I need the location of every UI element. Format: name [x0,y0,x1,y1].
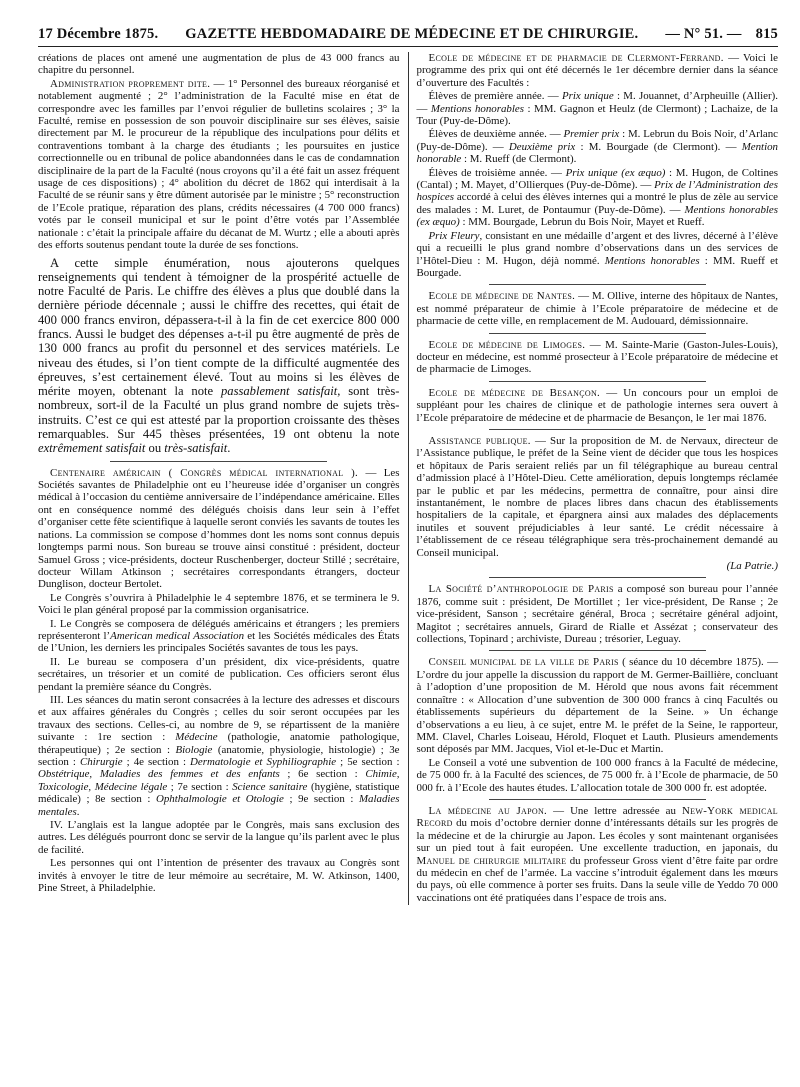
paragraph-text: : M. Rueff (de Clermont). [461,153,577,166]
paragraph [38,256,400,456]
paragraph [417,339,779,376]
emphasis: Prix Fleury [428,229,480,242]
paragraph [417,805,779,904]
paragraph [417,128,779,165]
paragraph-text: du professeur Gross vient d’être faite par ordre du médecin en chef de l’armée. La vaccine s’introduit également dans les mœurs du pays, où elle commence à porter ses fruits. Dans la seule ville de Yeddo 70 000 vaccinations ont été pratiquées dans l’espace de trois ans. [416,854,778,904]
emphasis: Obstétrique, Maladies des femmes et des enfants [38,768,280,781]
emphasis: Chimie, Toxicologie, Médecine légale [38,768,400,793]
right-column [408,52,779,905]
section-heading: La médecine au Japon. [428,804,548,817]
emphasis: Maladies mentales [38,793,400,818]
paragraph-text: — Voici le programme des prix qui ont été décernés le 1er décembre dernier dans la séance d’ouverture des Facultés : [416,52,779,89]
paragraph-text: — M. Ollive, interne des hôpitaux de Nantes, est nommé préparateur de chimie à l’Ecole préparatoire de médecine et de pharmacie de cette ville, en remplacement de M. Audouard, démissionnaire. [416,290,778,328]
paragraph [417,52,779,89]
paragraph [417,90,779,127]
source-attribution: (La Patrie.) [726,560,778,573]
paragraph-text: , sont très-nombreux, sort-il de la Faculté un plus grand nombre de sujets très-instruits. C’est ce qui est attesté par la proportion croissante des thèses remarquables. Sur 445 thèses présentées, 19 ont obtenu la note [38,384,400,442]
paragraph-text: : M. Lebrun du Bois Noir, d’Arlanc (Puy-de-Dôme). — [416,128,778,153]
section-heading: La Société d’anthropologie de Paris [428,583,614,596]
section-heading: Conseil municipal de la ville de Paris [428,656,619,669]
paragraph [38,78,400,252]
paragraph-text: — Un concours pour un emploi de suppléant pour les chaires de clinique et de pathologie internes sera ouvert à l’Ecole préparatoire de médecine et de pharmacie de Besançon, le 1er mai 1876. [416,386,778,424]
emphasis: Science sanitaire [232,780,308,793]
divider [489,799,706,800]
paragraph-text: : M. Bourgade (de Clermont). — [575,140,742,153]
divider [489,284,706,285]
journal-name: New-York medical Record [416,804,778,830]
divider [110,461,327,462]
emphasis: Dermatologie et Syphiliographie [190,756,337,768]
paragraph-text: , consistant en une médaille d’argent et des livres, décerné à l’élève qui a recueilli le plus grand nombre d’observations dans un des services de l’Hôtel-Dieu : M. Hugon, déjà nommé. [416,229,778,267]
paragraph-text: — Une lettre adressée au [547,804,682,817]
paragraph-text: ; 9e section : [283,793,359,806]
emphasis: Prix unique [561,90,614,103]
header-page-number: 815 [755,26,778,42]
paragraph-text: ; 4e section : [122,756,191,768]
paragraph-text: ( séance du 10 décembre 1875). — L’ordre du jour appelle la discussion du rapport de M. Germer-Baillière, concluant à l’adoption d’une proposition de M. Hérold que nous avons fait récemment connaître : « Allocation d’une subvention de 300 000 francs à cinq Facultés ou établissements supérieurs du département de la Seine. » Un échange d’observations a eu lieu, à ce sujet, entre M. le préfet de la Seine, le rapporteur, MM. Clavel, Charles Loiseau, Hérold, Floquet et Lauth. Plusieurs amendements sont déposés par MM. Jacques, Viol et-le-Duc et Martin. [416,656,778,756]
paragraph: Le Congrès s’ouvrira à Philadelphie le 4 septembre 1876, et se terminera le 9. Voici le plan général proposé par la commission organisatrice. [38,591,400,617]
paragraph-text: a composé son bureau pour l’année 1876, comme suit : président, De Mortillet ; 1er vice-président, De Ranse ; 2e vice-président, Sanson ; secrétaire général, Broca ; secrétaire général adjoint, Magitot ; secrétaires annuels, Girard de Rialle et Assézat ; conservateur des collections, Topinard ; archiviste, Dureau ; trésorier, Leguay. [416,583,779,646]
book-title: Manuel de chirurgie militaire [416,854,567,867]
paragraph-text: . [76,805,80,818]
paragraph-text: A cette simple énumération, nous ajouterons quelques renseignements qui tendent à témoigner de la prospérité actuelle de notre Faculté de Paris. Le chiffre des élèves a plus que doublé dans la dernière période décennale ; aussi le chiffre des recettes, qui était de 400 000 francs environ, dépassera-t-il à la fin de cet exercice 800 000 francs. Aussi le budget des dépenses a-t-il pu être augmenté de près de 130 000 francs au profit du personnel et des services matériels. Le niveau des études, si l’on tient compte de la difficulté augmentée des épreuves, s’est certainement élevé. Tout au moins si les élèves de mérite moyen, obtenant la note [38,255,400,399]
emphasis: Premier prix [563,128,620,141]
paragraph-text: — M. Sainte-Marie (Gaston-Jules-Louis), docteur en médecine, est nommé prosecteur à l’Ecole préparatoire de médecine et de pharmacie de Limoges. [416,338,778,376]
emphasis: American medical Association [110,629,245,642]
paragraph-text: — 1° Personnel des bureaux réorganisé et notablement augmenté ; 2° l’administration de la Faculté mise en état de correspondre avec les familles par l’envoi régulier de bulletins scolaires ; 3° la Faculté, remise en possession de son pouvoir disciplinaire sur ses élèves, saisie directement par M. le procureur de la république des inculpations pour délits et contraventions tombant à la charge des étudiants ; les poursuites en justice correctionnelle ou en tribunal de police abandonnées dans le cas de condamnation disciplinaire de la part de la Faculté (nous croyons qu’il a été fait un assez fréquent usage de ces dispositions) ; 4° abolition du décret de 1862 qui interdisait à la Faculté de se réunir sans y être dûment autorisée par le ministre ; 5° reconstruction de l’Ecole pratique, réparation des plans, crédits nécessaires (4 700 000 francs) votés par le conseil municipal et sur le point d’être votés par l’Assemblée nationale : c’était la principale affaire du décanat de M. Wurtz ; elle a abouti après des efforts soutenus pendant toute la durée de ses fonctions. [38,77,400,252]
paragraph-text: ; 6e section : [279,768,366,781]
paragraph-text: ou [145,441,165,456]
paragraph-text: ; 5e section : [336,756,400,768]
emphasis: Deuxième prix [508,140,576,153]
section-heading: Ecole de médecine de Limoges. [428,338,586,351]
emphasis: Ophthalmologie et Otologie [155,793,284,806]
emphasis: Mentions honorables [604,254,700,267]
divider [489,577,706,578]
paragraph [417,656,779,755]
emphasis: Médecine [175,731,218,744]
emphasis: Mentions honorables (ex æquo) [416,203,778,229]
section-heading: Ecole de médecine de Nantes. [428,290,576,303]
emphasis: très-satisfait [164,441,228,456]
running-header [38,26,778,47]
paragraph: II. Le bureau se composera d’un président, dix vice-présidents, quatre secrétaires, un trésorier et un comité de publication. Ces officiers seront élus pendant la première séance du Congrès. [38,655,400,693]
paragraph [417,435,779,559]
section-heading: Administration proprement dite. [50,77,211,90]
emphasis: Chirurgie [80,756,123,768]
paragraph [417,167,779,229]
header-date: 17 Décembre 1875. [38,26,159,42]
paragraph-text: accordé à celui des élèves internes qui a montré le plus de zèle au service des malades : M. Luret, de Pontaumur (Puy-de-Dôme). — [416,191,778,216]
paragraph: IV. L’anglais est la langue adoptée par le Congrès, mais sans exclusion des autres. Les délégués pourront donc se servir de la langue qu’ils parlent avec le plus de facilité. [38,819,400,856]
emphasis: Mentions honorables [430,102,524,115]
paragraph-text: (hygiène, statistique médicale) ; 8e section : [38,780,400,806]
section-heading: Centenaire américain ( Congrès médical international ). [50,466,359,479]
paragraph-text: Élèves de deuxième année. — [428,128,564,141]
paragraph-text: III. Les séances du matin seront consacrées à la lecture des adresses et discours et aux affaires générales du Congrès ; celles du soir seront occupées par les travaux des sections. Celles-ci, au nombre de 9, se répartissent de la manière suivante : 1re section : [38,693,400,744]
section-heading: Ecole de médecine et de pharmacie de Clermont-Ferrand. [428,52,724,64]
paragraph [38,618,400,655]
paragraph [417,387,779,424]
paragraph [417,583,779,645]
emphasis: Prix unique (ex æquo) [565,166,666,179]
left-column [38,52,400,905]
paragraph-text: — Sur la proposition de M. de Nervaux, directeur de l’Assistance publique, le préfet de la Seine vient de décider que tous les hospices et hôpitaux de Paris seraient reliés par un fil télégraphique au bureau central d’admission placé à l’Hôtel-Dieu. Cette amélioration, depuis longtemps réclamée par le public et par les médecins, permettra de connaître, pour ainsi dire instantanément, le nombre de places libres dans chacun des établissements hospitaliers de la capitale, et épargnera ainsi aux malades des déplacements inutiles et souvent préjudiciables à leur santé. Le crédit nécessaire à l’établissement de ce réseau télégraphique sera très-prochainement demandé au Conseil municipal. [416,434,778,559]
paragraph-text: (anatomie, physiologie, histologie) ; 3e section : [38,743,400,768]
emphasis: passablement satisfait [220,384,338,399]
paragraph-text: du mois d’octobre dernier donne d’intéressants détails sur les progrès de la médecine et de la chirurgie au Japon. Les écoles y sont maintenant organisées sur un pied tout à fait européen. Une excellente traduction, en japonais, du [416,817,778,855]
header-title: GAZETTE HEBDOMADAIRE DE MÉDECINE ET DE CHIRURGIE. [185,26,639,42]
divider [489,333,706,334]
paragraph [38,467,400,591]
emphasis: Mention honorable [416,140,778,166]
emphasis: Prix de l’Administration des hospices [416,179,778,204]
paragraph [38,694,400,818]
paragraph-text: : MM. Bourgade, Lebrun du Bois Noir, Mayet et Rueff. [459,216,705,229]
paragraph-text: ; 7e section : [167,780,233,793]
paragraph-text: : M. Hugon, de Coltines (Cantal) ; M. Mayet, d’Ollierques (Puy-de-Dôme). — [416,166,779,192]
divider [489,429,706,430]
paragraph-text: Élèves de première année. — [428,90,562,103]
paragraph-text: et les Sociétés médicales des États de l’Union, les derniers les principales Sociétés savantes de tous les pays. [38,629,400,655]
paragraph-text: (pathologie, anatomie pathologique, thérapeutique) ; 2e section : [38,731,400,756]
emphasis: extrêmement satisfait [38,441,146,456]
paragraph-text: Élèves de troisième année. — [428,166,566,179]
paragraph [417,230,779,280]
paragraph: Les personnes qui ont l’intention de présenter des travaux au Congrès sont invités à envoyer le titre de leur mémoire au secrétaire, M. W. Atkinson, 1400, Pine Street, à Philadelphie. [38,857,400,895]
header-issue: — N° 51. — [665,26,742,42]
paragraph-text: I. Le Congrès se composera de délégués américains et étrangers ; les premiers représenteront l’ [38,617,400,642]
paragraph-text: — Les Sociétés savantes de Philadelphie ont eu l’heureuse idée d’organiser un congrès médical à l’occasion du centième anniversaire de l’indépendance américaine. Elles ont en conséquence nommé des délégués choisis dans leur sein à l’effet d’organiser cette fête scientifique à laquelle seront conviés les savants de toutes les nations. La commission se compose d’hommes dont les noms sont connus depuis longtemps parmi nous. Son bureau se trouve ainsi constitué : président, docteur Samuel Gross ; vice-présidents, docteur Ruschenberger, docteur Stillé ; secrétaire, docteur Willam Atkinson ; secrétaires correspondants étrangers, docteur Dunglison, docteur Bertolet. [38,466,400,591]
divider [489,650,706,651]
section-heading: Ecole de médecine de Besançon. [428,386,601,399]
paragraph-text: . [227,441,231,456]
section-heading: Assistance publique. [428,434,531,447]
paragraph [417,290,779,327]
emphasis: Biologie [175,743,213,756]
divider [489,381,706,382]
paragraph: créations de places ont amené une augmentation de plus de 43 000 francs au chapitre du personnel. [38,52,400,77]
paragraph-text: : M. Jouannet, d’Arpheuille (Allier). — [416,90,778,115]
paragraph-text: : MM. Gagnon et Heulz (de Clermont) ; Lachaize, de la Tour (Puy-de-Dôme). [416,102,778,128]
paragraph-text: : MM. Rueff et Bourgade. [416,254,779,279]
paragraph: Le Conseil a voté une subvention de 100 000 francs à la Faculté de médecine, de 75 000 fr. à la Faculté des sciences, de 75 000 fr. à l’Ecole de pharmacie, de 50 000 fr. à l’Ecole des hautes études. L’allocation totale de 300 000 fr. est adoptée. [416,756,778,794]
